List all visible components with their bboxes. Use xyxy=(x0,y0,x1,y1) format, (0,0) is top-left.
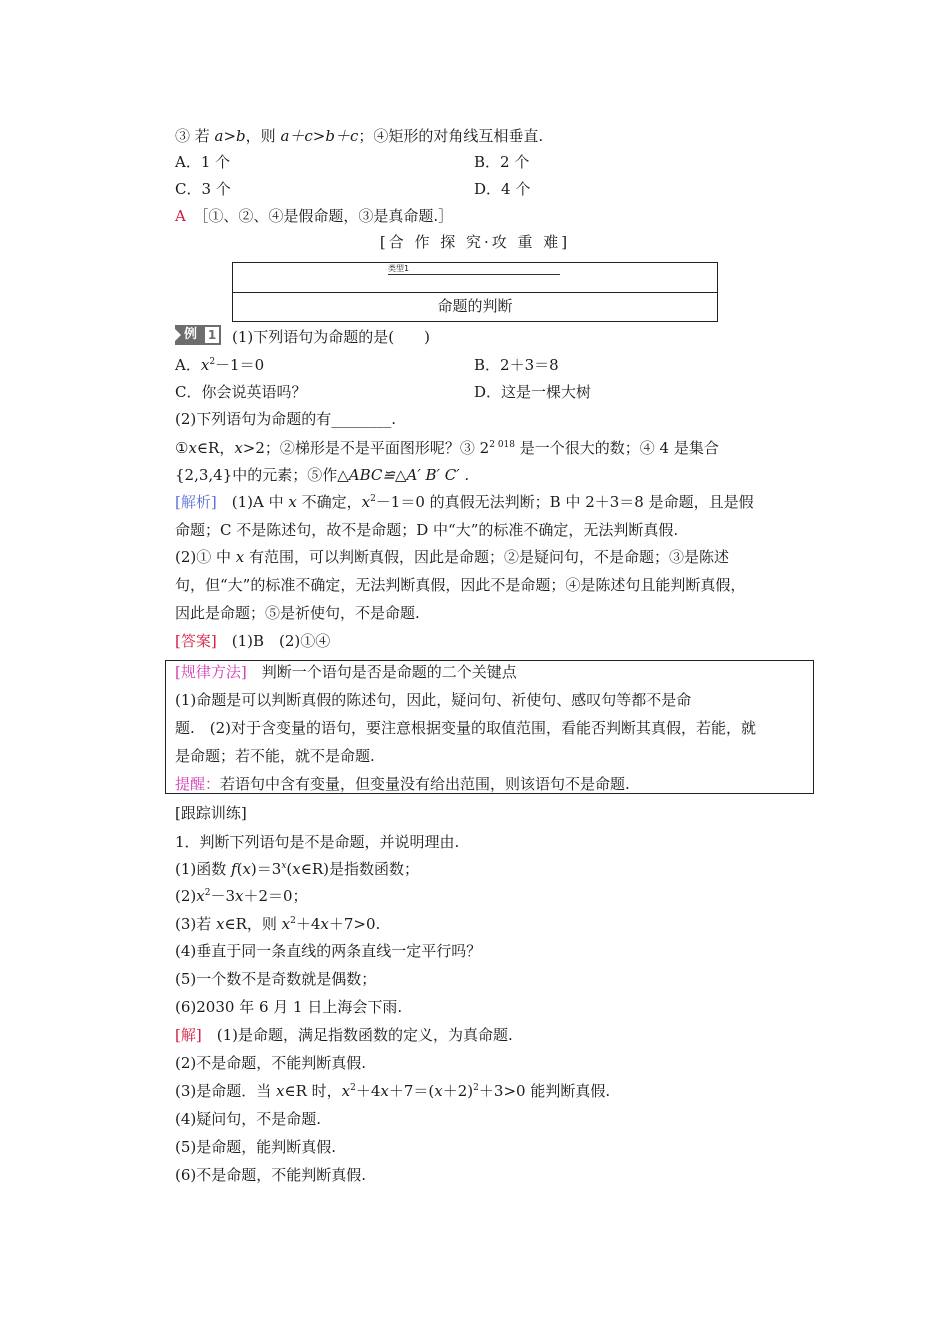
ex1-option-a xyxy=(175,355,264,375)
solution-line4: (4)疑问句，不是命题. xyxy=(175,1110,322,1128)
tip-label: 提醒： xyxy=(175,775,221,793)
analysis-line2: 命题；C 不是陈述句，故不是命题；D 中“大”的标准不确定，无法判断真假. xyxy=(175,521,679,539)
solution-line5: (5)是命题，能判断真假. xyxy=(175,1138,337,1156)
math: x xyxy=(276,1082,285,1100)
track-item1 xyxy=(175,859,419,879)
math: x xyxy=(188,439,197,457)
text: ∈R)是指数函数； xyxy=(300,860,419,878)
ex1-option-b: B．2＋3＝8 xyxy=(474,356,559,374)
answer-line xyxy=(175,206,453,226)
text: ( xyxy=(286,860,293,878)
text: ＋7>0. xyxy=(328,915,381,933)
sup: 2 xyxy=(350,1083,356,1093)
math: x xyxy=(216,915,225,933)
method-label: [规律方法] xyxy=(175,663,247,681)
math: ABC xyxy=(348,466,383,484)
text: >2；②梯形是不是平面图形呢？③ 2 xyxy=(242,439,490,457)
math: f xyxy=(231,860,237,878)
type-title: 命题的判断 xyxy=(437,297,513,315)
sup: 2 xyxy=(473,1083,479,1093)
text: )＝3 xyxy=(250,860,282,878)
answer-text: ［①、②、④是假命题，③是真命题.］ xyxy=(200,207,454,225)
math: x xyxy=(361,493,371,511)
text: ( xyxy=(236,860,243,878)
text: ③ 若 xyxy=(175,127,215,145)
track-header: [跟踪训练] xyxy=(175,804,247,822)
method-line2: 题. (2)对于含变量的语句，要注意根据变量的取值范围，看能否判断其真假，若能，就 xyxy=(175,719,757,737)
track-item2 xyxy=(175,886,308,906)
analysis-line4: 句，但“大”的标准不确定，无法判断真假，因此不是命题；④是陈述句且能判断真假， xyxy=(175,576,746,594)
text: －1＝0 的真假无法判断；B 中 2＋3＝8 是命题，且是假 xyxy=(375,493,754,511)
text: ＋4 xyxy=(355,1082,381,1100)
text: (1)是命题，满足指数函数的定义，为真命题. xyxy=(201,1026,513,1044)
track-item6: (6)2030 年 6 月 1 日上海会下雨. xyxy=(175,998,403,1016)
section-header: [合 作 探 究·攻 重 难] xyxy=(379,233,571,251)
text: ＋7＝( xyxy=(388,1082,435,1100)
analysis-line1 xyxy=(175,492,754,512)
text: (1)A 中 xyxy=(216,493,289,511)
text: －1＝0 xyxy=(215,356,265,374)
sup: x xyxy=(281,861,287,871)
type-tag: 类型1 xyxy=(388,264,410,273)
text: (1)函数 xyxy=(175,860,232,878)
text: (2) xyxy=(175,887,197,905)
solution-line1 xyxy=(175,1025,513,1045)
sup: 2 xyxy=(370,494,376,504)
math: a＋c>b＋c xyxy=(280,127,359,145)
math: x xyxy=(288,493,297,511)
text: ＋3>0 能判断真假. xyxy=(478,1082,611,1100)
option-a: A．1 个 xyxy=(175,153,231,171)
answer-value: (1)B (2)①④ xyxy=(216,632,331,650)
track-item3 xyxy=(175,914,380,934)
solution-label: [解] xyxy=(175,1026,202,1044)
math: x xyxy=(380,1082,389,1100)
tip-text: 若语句中含有变量，但变量没有给出范围，则该语句不是命题. xyxy=(220,775,630,793)
answer-label: [答案] xyxy=(175,632,217,650)
math: x xyxy=(341,1082,351,1100)
text: ∈R 时， xyxy=(284,1082,342,1100)
example2-line1 xyxy=(175,438,719,458)
text: ① xyxy=(175,439,189,457)
text: ，则 xyxy=(245,127,281,145)
ex1-option-d: D．这是一棵大树 xyxy=(474,383,592,401)
text: －3 xyxy=(210,887,235,905)
math: x xyxy=(200,356,210,374)
text: (3)若 xyxy=(175,915,217,933)
example2-line2 xyxy=(175,465,469,485)
analysis-line5: 因此是命题；⑤是祈使句，不是命题. xyxy=(175,604,420,622)
option-c: C．3 个 xyxy=(175,180,231,198)
math: a>b xyxy=(214,127,246,145)
text: ＋2＝0； xyxy=(243,887,308,905)
analysis-line3 xyxy=(175,547,729,567)
example-number: 1 xyxy=(205,327,219,343)
math: x xyxy=(235,887,244,905)
triangle-icon xyxy=(175,329,181,341)
text: ；④矩形的对角线互相垂直. xyxy=(358,127,544,145)
answer-row xyxy=(175,631,330,651)
track-item4: (4)垂直于同一条直线的两条直线一定平行吗？ xyxy=(175,942,482,960)
text: A． xyxy=(175,356,201,374)
text: ∈R， xyxy=(196,439,235,457)
text: (2)① 中 xyxy=(175,548,236,566)
example-label: 例 xyxy=(184,327,198,342)
math: x xyxy=(434,1082,443,1100)
text: 不确定， xyxy=(296,493,362,511)
ex1-option-c: C．你会说英语吗？ xyxy=(175,383,307,401)
text: 有范围，可以判断真假，因此是命题；②是疑问句，不是命题；③是陈述 xyxy=(244,548,730,566)
math: x xyxy=(235,548,245,566)
type-box xyxy=(232,262,718,322)
solution-line3 xyxy=(175,1081,610,1101)
sup: 2 xyxy=(209,357,216,367)
example2-question: (2)下列语句为命题的有________. xyxy=(175,410,397,428)
tip-line xyxy=(175,774,630,794)
method-line1: (1)命题是可以判断真假的陈述句，因此，疑问句、祈使句、感叹句等都不是命 xyxy=(175,691,692,709)
analysis-label: [解析] xyxy=(175,493,217,511)
method-title-line xyxy=(175,662,517,682)
math: x xyxy=(234,439,243,457)
math: x xyxy=(281,915,291,933)
type-tag-underline xyxy=(388,274,560,275)
example1-question: (1)下列语句为命题的是( ) xyxy=(232,328,430,346)
solution-line2: (2)不是命题，不能判断真假. xyxy=(175,1054,367,1072)
text: (3)是命题．当 xyxy=(175,1082,277,1100)
track-question: 1．判断下列语句是不是命题，并说明理由. xyxy=(175,833,460,851)
method-title: 判断一个语句是否是命题的二个关键点 xyxy=(246,663,517,681)
text: ＋4 xyxy=(295,915,321,933)
sup: 2 xyxy=(204,888,211,898)
question-item3-line xyxy=(175,126,543,146)
example-badge xyxy=(175,325,221,345)
text: {2,3,4}中的元素；⑤作△ xyxy=(175,466,349,484)
text: ∈R，则 xyxy=(224,915,282,933)
method-line3: 是命题；若不能，就不是命题. xyxy=(175,747,375,765)
option-b: B．2 个 xyxy=(474,153,530,171)
solution-line6: (6)不是命题，不能判断真假. xyxy=(175,1166,367,1184)
math: x xyxy=(196,887,205,905)
option-d: D．4 个 xyxy=(474,180,531,198)
answer-letter: A xyxy=(175,207,186,225)
sup: 2 xyxy=(290,916,296,926)
track-item5: (5)一个数不是奇数就是偶数； xyxy=(175,970,377,988)
math: x xyxy=(242,860,251,878)
math: x xyxy=(320,915,329,933)
math: ≌△A′ B′ C′ . xyxy=(382,466,470,484)
text: ＋2) xyxy=(442,1082,474,1100)
math: x xyxy=(292,860,301,878)
text: 是一个很大的数；④ 4 是集合 xyxy=(515,439,719,457)
type-box-divider xyxy=(233,292,717,293)
sup: 2 018 xyxy=(489,440,515,450)
